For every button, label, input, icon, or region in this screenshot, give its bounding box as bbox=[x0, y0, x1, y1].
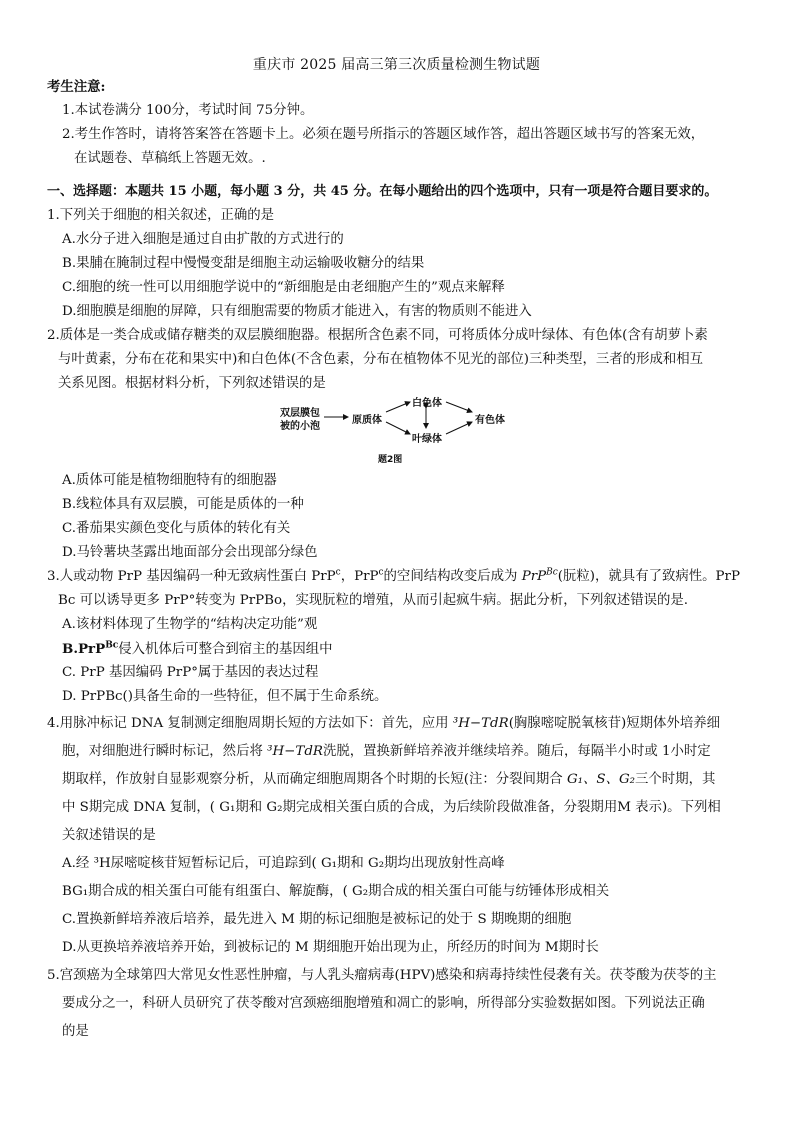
q3-text-2: ，PrP bbox=[340, 569, 379, 584]
notice-item-1: 1.本试卷满分 100分，考试时间 75分钟。 bbox=[62, 103, 314, 118]
q3-text-4: (朊粒)，就具有了致病性。PrP bbox=[557, 569, 740, 584]
q2-option-d: D.马铃薯块茎露出地面部分会出现部分绿色 bbox=[62, 545, 318, 560]
arrow-proplastid-to-leucoplast bbox=[386, 402, 410, 412]
arrow-proplastid-to-chloroplast bbox=[386, 422, 410, 434]
figure-caption: 题2图 bbox=[378, 455, 403, 465]
q4-phases: G₁、S、G₂ bbox=[566, 772, 636, 787]
q3-sup-3: Bc bbox=[546, 567, 558, 578]
node-chromoplast: 有色体 bbox=[475, 415, 505, 426]
node-vesicle-line1: 双层膜包 bbox=[280, 408, 320, 419]
q4-text-3a: 期取样，作放射自显影观察分析，从而确定细胞周期各个时期的长短(注：分裂间期合 bbox=[62, 772, 567, 787]
node-leucoplast: 白色体 bbox=[412, 398, 442, 409]
q3-text-1: 3.人或动物 PrP 基因编码一种无致病性蛋白 PrP bbox=[47, 569, 336, 584]
page-title: 重庆市 2025 届高三第三次质量检测生物试题 bbox=[252, 57, 541, 73]
node-vesicle-line2: 被的小泡 bbox=[280, 421, 320, 432]
q5-stem-line2: 要成分之一，科研人员研究了茯苓酸对宫颈癌细胞增殖和凋亡的影响，所得部分实验数据如图。下列说法正确 bbox=[62, 996, 705, 1011]
node-chloroplast: 叶绿体 bbox=[412, 434, 442, 445]
q3-option-c: C. PrP 基因编码 PrP°属于基因的表达过程 bbox=[62, 665, 319, 680]
q4-htdr-1: ³H−TdR bbox=[452, 716, 509, 731]
arrow-chloroplast-to-chromoplast bbox=[446, 422, 472, 434]
q3-stem-line1 bbox=[47, 568, 740, 586]
q4-option-d: D.从更换培养液培养开始，到被标记的 M 期细胞开始出现为止，所经历的时间为 M期时长 bbox=[62, 940, 599, 955]
notice-item-2b: 在试题卷、草稿纸上答题无效。. bbox=[74, 151, 266, 166]
q4-text-3b: 三个时期，其 bbox=[635, 772, 716, 787]
q1-option-c: C.细胞的统一性可以用细胞学说中的“新细胞是由老细胞产生的”观点来解释 bbox=[62, 280, 505, 295]
q3-stem-line2: Bc 可以诱导更多 PrP°转变为 PrPBo，实现朊粒的增殖，从而引起疯牛病。据此分析，下列叙述错误的是. bbox=[58, 593, 689, 608]
q5-stem-line3: 的是 bbox=[62, 1024, 89, 1039]
q4-option-b: BG₁期合成的相关蛋白可能有组蛋白、解旋酶，( G₂期合成的相关蛋白可能与纺锤体形成相关 bbox=[62, 884, 610, 899]
q4-stem-line5: 关叙述错误的是 bbox=[62, 828, 156, 843]
q4-stem-line3 bbox=[62, 771, 715, 789]
q2-option-c: C.番茄果实颜色变化与质体的转化有关 bbox=[62, 521, 291, 536]
q3-option-d: D. PrPBc()具备生命的一些特征，但不属于生命系统。 bbox=[62, 689, 388, 704]
q2-option-b: B.线粒体具有双层膜，可能是质体的一种 bbox=[62, 497, 304, 512]
q4-option-a: A.经 ³H尿嘧啶核苷短暂标记后，可追踪到( G₁期和 G₂期均出现放射性高峰 bbox=[62, 856, 505, 871]
q2-stem-line1: 2.质体是一类合成或储存糖类的双层膜细胞器。根据所含色素不同，可将质体分成叶绿体、有色体(含有胡萝卜素 bbox=[47, 328, 708, 343]
q3-b-pre: B.PrP bbox=[62, 641, 106, 657]
q4-stem-line2 bbox=[62, 743, 711, 761]
q1-option-d: D.细胞膜是细胞的屏障，只有细胞需要的物质才能进入，有害的物质则不能进入 bbox=[62, 304, 532, 319]
q2-option-a: A.质体可能是植物细胞特有的细胞器 bbox=[62, 473, 277, 488]
q3-text-3: 的空间结构改变后成为 bbox=[383, 569, 522, 584]
arrow-leucoplast-to-chromoplast bbox=[446, 402, 472, 412]
q5-stem-line1: 5.宫颈癌为全球第四大常见女性恶性肿瘤，与人乳头瘤病毒(HPV)感染和病毒持续性侵袭有关。茯苓酸为茯苓的主 bbox=[47, 968, 717, 983]
q4-text-1b: (胸腺嘧啶脱氧核苷)短期体外培养细 bbox=[508, 716, 720, 731]
node-proplastid: 原质体 bbox=[352, 415, 382, 426]
section-heading: 一、选择题：本题共 15 小题，每小题 3 分，共 45 分。在每小题给出的四个选项中，只有一项是符合题目要求的。 bbox=[47, 184, 718, 199]
q4-stem-line4: 中 S期完成 DNA 复制，( G₁期和 G₂期完成相关蛋白质的合成，为后续阶段做准备，分裂期用M 表示)。下列相 bbox=[62, 800, 721, 815]
q1-option-a: A.水分子进入细胞是通过自由扩散的方式进行的 bbox=[62, 232, 344, 247]
q4-text-2a: 胞，对细胞进行瞬时标记，然后将 bbox=[62, 744, 268, 759]
q4-text-2b: 洗脱，置换新鲜培养液并继续培养。随后，每隔半小时或 1小时定 bbox=[322, 744, 711, 759]
q4-stem-line1 bbox=[47, 715, 720, 733]
q3-option-a: A.该材料体现了生物学的“结构决定功能”观 bbox=[62, 617, 318, 632]
q4-htdr-2: ³H−TdR bbox=[267, 744, 323, 759]
q3-sup-2: c bbox=[378, 567, 384, 578]
q2-stem-line3: 关系见图。根据材料分析，下列叙述错误的是 bbox=[58, 376, 326, 391]
q2-stem-line2: 与叶黄素，分布在花和果实中)和白色体(不含色素，分布在植物体不见光的部位)三种类型，三者的形成和相互 bbox=[58, 352, 704, 367]
q1-option-b: B.果脯在腌制过程中慢慢变甜是细胞主动运输吸收糖分的结果 bbox=[62, 256, 425, 271]
q3-b-post: 侵入机体后可整合到宿主的基因组中 bbox=[118, 642, 333, 657]
notice-item-2a: 2.考生作答时，请将答案答在答题卡上。必须在题号所指示的答题区域作答，超出答题区域书写的答案无效， bbox=[62, 127, 705, 142]
q3-sup-1: c bbox=[335, 567, 341, 578]
notice-heading: 考生注意: bbox=[47, 79, 106, 95]
q4-option-c: C.置换新鲜培养液后培养，最先进入 M 期的标记细胞是被标记的处于 S 期晚期的细胞 bbox=[62, 912, 572, 927]
q3-b-sup: Bc bbox=[105, 640, 119, 651]
q4-text-1a: 4.用脉冲标记 DNA 复制测定细胞周期长短的方法如下：首先，应用 bbox=[47, 716, 453, 731]
q1-stem: 1.下列关于细胞的相关叙述，正确的是 bbox=[47, 208, 275, 223]
q3-prp-italic: PrP bbox=[521, 569, 547, 584]
q3-option-b bbox=[62, 640, 333, 659]
